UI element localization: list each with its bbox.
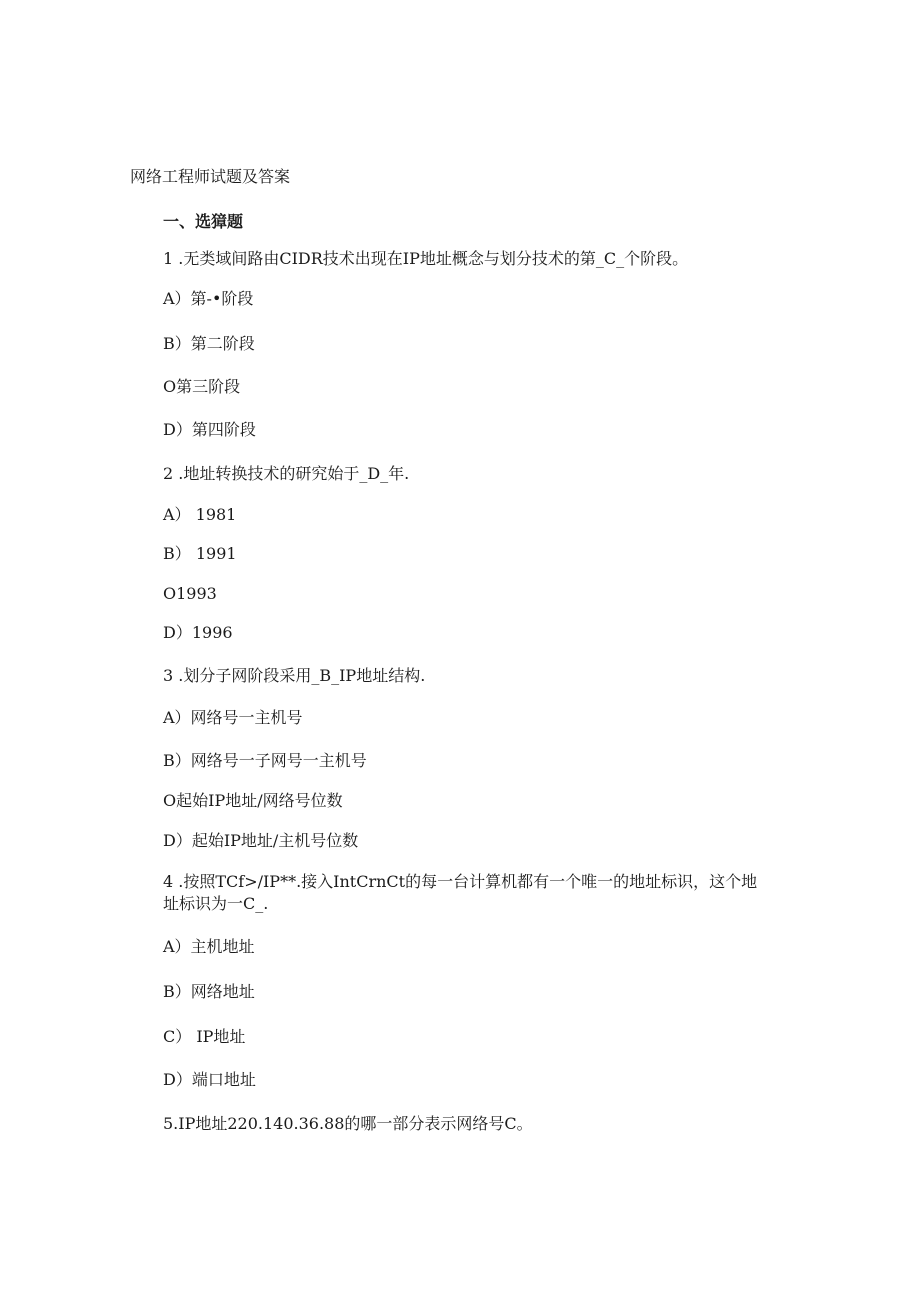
question-3-option-a: A）网络号一主机号 xyxy=(163,708,303,727)
question-1-option-a: A）第-•阶段 xyxy=(163,289,254,308)
question-4-stem-line-1: 4 .按照TCf>/IP**.接入IntCrnCt的每一台计算机都有一个唯一的地址标识，这个地 xyxy=(163,872,758,891)
question-4-option-b: B）网络地址 xyxy=(163,982,255,1001)
document-title: 网络工程师试题及答案 xyxy=(130,167,291,186)
question-1-option-c: O第三阶段 xyxy=(163,377,241,396)
question-2-option-a: A） 1981 xyxy=(163,505,237,524)
question-3-option-c: O起始IP地址/网络号位数 xyxy=(163,791,343,810)
question-5-stem: 5.IP地址220.140.36.88的哪一部分表示网络号C。 xyxy=(163,1114,533,1133)
question-2-option-c: O1993 xyxy=(163,584,217,603)
question-4-option-a: A）主机地址 xyxy=(163,937,255,956)
question-1-stem: 1 .无类域间路由CIDR技术出现在IP地址概念与划分技术的第_C_个阶段。 xyxy=(163,249,689,268)
question-4-option-d: D）端口地址 xyxy=(163,1070,256,1089)
question-4-option-c: C） IP地址 xyxy=(163,1027,246,1046)
question-1-option-b: B）第二阶段 xyxy=(163,334,255,353)
question-3-stem: 3 .划分子网阶段采用_B_IP地址结构. xyxy=(163,666,426,685)
question-2-option-b: B） 1991 xyxy=(163,544,237,563)
question-3-option-b: B）网络号一子网号一主机号 xyxy=(163,751,367,770)
question-4-stem-line-2: 址标识为一C_. xyxy=(163,894,269,913)
question-2-stem: 2 .地址转换技术的研究始于_D_年. xyxy=(163,464,410,483)
question-2-option-d: D）1996 xyxy=(163,623,233,642)
section-heading: 一、选獐题 xyxy=(163,212,244,231)
question-1-option-d: D）第四阶段 xyxy=(163,420,256,439)
question-3-option-d: D）起始IP地址/主机号位数 xyxy=(163,831,359,850)
